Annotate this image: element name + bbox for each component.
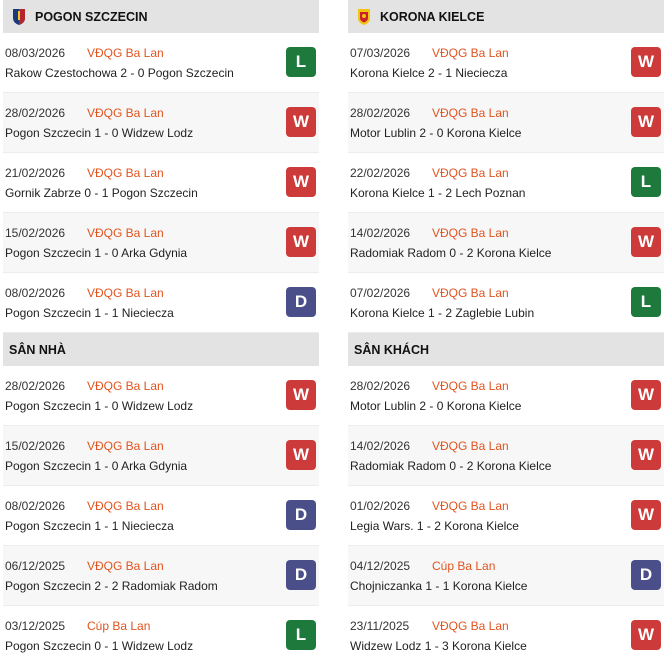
right-team-name: KORONA KIELCE xyxy=(380,9,485,24)
left-team-header xyxy=(3,0,319,33)
right-venue-header xyxy=(348,333,664,366)
match-date: 23/11/2025 xyxy=(350,619,410,633)
match-row[interactable] xyxy=(3,273,319,333)
match-score: Motor Lublin 2 - 0 Korona Kielce xyxy=(350,399,522,413)
match-score: Pogon Szczecin 1 - 0 Arka Gdynia xyxy=(5,246,188,260)
match-league[interactable]: VĐQG Ba Lan xyxy=(432,286,509,300)
match-row[interactable] xyxy=(348,546,664,606)
result-badge: D xyxy=(631,560,661,590)
match-row[interactable] xyxy=(348,273,664,333)
match-row[interactable] xyxy=(3,606,319,661)
left-venue-header xyxy=(3,333,319,366)
right-venue-title: SÂN KHÁCH xyxy=(354,342,429,357)
match-league[interactable]: VĐQG Ba Lan xyxy=(432,499,509,513)
match-score: Gornik Zabrze 0 - 1 Pogon Szczecin xyxy=(5,186,198,200)
result-badge: W xyxy=(631,380,661,410)
match-date: 28/02/2026 xyxy=(350,106,411,120)
match-league[interactable]: Cúp Ba Lan xyxy=(432,559,496,573)
match-date: 03/12/2025 xyxy=(5,619,66,633)
match-date: 28/02/2026 xyxy=(350,379,411,393)
left-team-name: POGON SZCZECIN xyxy=(35,9,148,24)
match-row[interactable] xyxy=(348,33,664,93)
match-league[interactable]: VĐQG Ba Lan xyxy=(432,619,509,633)
match-score: Widzew Lodz 1 - 3 Korona Kielce xyxy=(350,639,527,653)
match-row[interactable] xyxy=(348,153,664,213)
match-score: Rakow Czestochowa 2 - 0 Pogon Szczecin xyxy=(5,66,234,80)
match-league[interactable]: VĐQG Ba Lan xyxy=(432,379,509,393)
right-venue-list xyxy=(348,366,664,661)
match-date: 15/02/2026 xyxy=(5,439,66,453)
match-row[interactable] xyxy=(348,606,664,661)
match-league[interactable]: VĐQG Ba Lan xyxy=(87,46,164,60)
match-score: Korona Kielce 2 - 1 Nieciecza xyxy=(350,66,508,80)
match-score: Legia Wars. 1 - 2 Korona Kielce xyxy=(350,519,519,533)
match-row[interactable] xyxy=(348,93,664,153)
left-team-column xyxy=(3,0,319,661)
match-date: 22/02/2026 xyxy=(350,166,411,180)
match-row[interactable] xyxy=(348,366,664,426)
left-venue-list xyxy=(3,366,319,661)
result-badge: W xyxy=(286,440,316,470)
result-badge: D xyxy=(286,560,316,590)
match-league[interactable]: VĐQG Ba Lan xyxy=(87,286,164,300)
left-recent-list xyxy=(3,33,319,333)
result-badge: W xyxy=(631,440,661,470)
result-badge: W xyxy=(631,500,661,530)
match-row[interactable] xyxy=(348,426,664,486)
korona-crest-icon xyxy=(356,8,372,26)
result-badge: W xyxy=(286,380,316,410)
match-row[interactable] xyxy=(3,486,319,546)
match-league[interactable]: VĐQG Ba Lan xyxy=(87,559,164,573)
match-date: 08/03/2026 xyxy=(5,46,66,60)
match-score: Pogon Szczecin 1 - 0 Arka Gdynia xyxy=(5,459,188,473)
left-venue-title: SÂN NHÀ xyxy=(9,342,66,357)
match-date: 28/02/2026 xyxy=(5,106,66,120)
match-date: 14/02/2026 xyxy=(350,439,411,453)
match-league[interactable]: VĐQG Ba Lan xyxy=(432,46,509,60)
result-badge: L xyxy=(631,287,661,317)
match-league[interactable]: VĐQG Ba Lan xyxy=(432,106,509,120)
result-badge: W xyxy=(631,107,661,137)
right-team-column xyxy=(348,0,664,661)
match-league[interactable]: VĐQG Ba Lan xyxy=(87,379,164,393)
result-badge: W xyxy=(286,227,316,257)
match-row[interactable] xyxy=(3,153,319,213)
match-score: Pogon Szczecin 1 - 1 Nieciecza xyxy=(5,519,174,533)
pogon-crest-icon xyxy=(11,8,27,26)
right-team-header xyxy=(348,0,664,33)
match-score: Motor Lublin 2 - 0 Korona Kielce xyxy=(350,126,522,140)
match-row[interactable] xyxy=(3,33,319,93)
match-row[interactable] xyxy=(348,486,664,546)
result-badge: L xyxy=(631,167,661,197)
match-date: 04/12/2025 xyxy=(350,559,411,573)
match-row[interactable] xyxy=(348,213,664,273)
match-score: Radomiak Radom 0 - 2 Korona Kielce xyxy=(350,246,552,260)
match-score: Korona Kielce 1 - 2 Lech Poznan xyxy=(350,186,526,200)
match-date: 08/02/2026 xyxy=(5,499,66,513)
match-date: 21/02/2026 xyxy=(5,166,66,180)
result-badge: W xyxy=(631,47,661,77)
result-badge: W xyxy=(286,107,316,137)
match-league[interactable]: VĐQG Ba Lan xyxy=(432,226,509,240)
result-badge: W xyxy=(631,227,661,257)
match-score: Korona Kielce 1 - 2 Zaglebie Lubin xyxy=(350,306,535,320)
match-league[interactable]: VĐQG Ba Lan xyxy=(87,106,164,120)
result-badge: W xyxy=(631,620,661,650)
right-recent-list xyxy=(348,33,664,333)
result-badge: L xyxy=(286,47,316,77)
match-date: 08/02/2026 xyxy=(5,286,66,300)
match-score: Pogon Szczecin 1 - 1 Nieciecza xyxy=(5,306,174,320)
match-league[interactable]: Cúp Ba Lan xyxy=(87,619,151,633)
match-row[interactable] xyxy=(3,213,319,273)
match-league[interactable]: VĐQG Ba Lan xyxy=(87,166,164,180)
result-badge: L xyxy=(286,620,316,650)
match-league[interactable]: VĐQG Ba Lan xyxy=(87,226,164,240)
match-score: Pogon Szczecin 2 - 2 Radomiak Radom xyxy=(5,579,218,593)
match-league[interactable]: VĐQG Ba Lan xyxy=(432,166,509,180)
match-score: Chojniczanka 1 - 1 Korona Kielce xyxy=(350,579,528,593)
match-row[interactable] xyxy=(3,366,319,426)
match-league[interactable]: VĐQG Ba Lan xyxy=(87,439,164,453)
match-date: 15/02/2026 xyxy=(5,226,66,240)
match-score: Radomiak Radom 0 - 2 Korona Kielce xyxy=(350,459,552,473)
match-date: 14/02/2026 xyxy=(350,226,411,240)
match-row[interactable] xyxy=(3,546,319,606)
match-date: 07/03/2026 xyxy=(350,46,411,60)
match-league[interactable]: VĐQG Ba Lan xyxy=(432,439,509,453)
match-date: 07/02/2026 xyxy=(350,286,411,300)
match-date: 06/12/2025 xyxy=(5,559,66,573)
match-score: Pogon Szczecin 1 - 0 Widzew Lodz xyxy=(5,126,194,140)
match-date: 28/02/2026 xyxy=(5,379,66,393)
match-row[interactable] xyxy=(3,426,319,486)
result-badge: D xyxy=(286,500,316,530)
match-date: 01/02/2026 xyxy=(350,499,411,513)
match-row[interactable] xyxy=(3,93,319,153)
match-score: Pogon Szczecin 1 - 0 Widzew Lodz xyxy=(5,399,194,413)
result-badge: W xyxy=(286,167,316,197)
match-league[interactable]: VĐQG Ba Lan xyxy=(87,499,164,513)
result-badge: D xyxy=(286,287,316,317)
match-score: Pogon Szczecin 0 - 1 Widzew Lodz xyxy=(5,639,194,653)
